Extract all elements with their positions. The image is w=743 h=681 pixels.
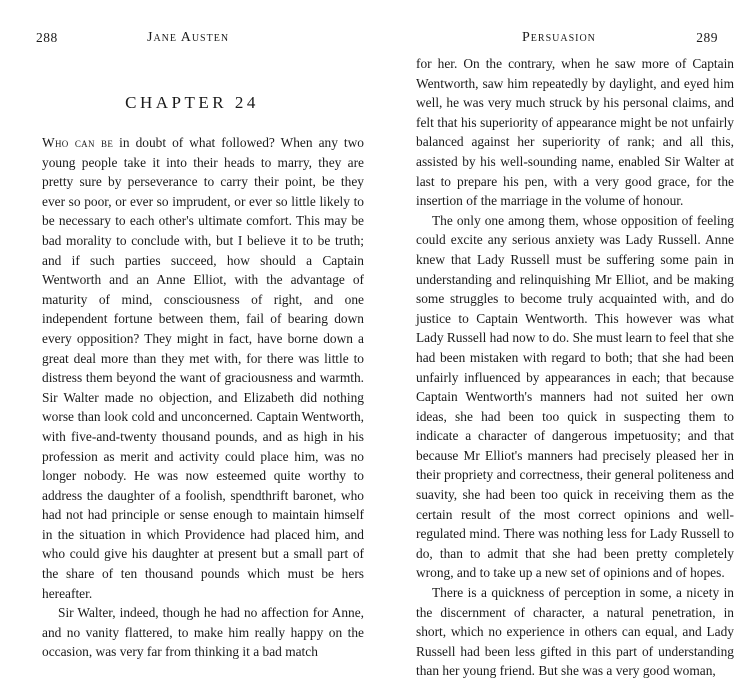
paragraph [42, 133, 364, 603]
title-running-head: Persuasion [522, 30, 596, 45]
author-running-head: Jane Austen [147, 30, 230, 45]
paragraph-text: in doubt of what followed? When any two young people take it into their heads to marry, they are pretty sure by perseverance to carry their point, be they ever so poor, or ever so imprudent, or ever so little likely to be necessary to each other's ultimate comfort. This may be bad morality to conclude with, but I believe it to be truth; and if such parties succeed, how should a Captain Wentworth and an Anne Elliot, with the advantage of maturity of mind, consciousness of right, and one independent fortune between them, fail of bearing down every opposition? They might in fact, have borne down a great deal more than they met with, for there was little to distress them beyond the want of graciousness and warmth. Sir Walter made no objection, and Elizabeth did nothing worse than look cold and unconcerned. Captain Wentworth, with five-and-twenty thousand pounds, and as high in his profession as merit and activity could place him, was no longer nobody. He was now esteemed quite worthy to address the daughter of a foolish, spendthrift baronet, who had not had principle or sense enough to maintain himself in the situation in which Providence had placed him, and who could give his daughter at present but a small part of the share of ten thousand pounds which must be hers hereafter. [42, 135, 364, 601]
opening-words: Who can be [42, 135, 114, 150]
chapter-title: CHAPTER 24 [125, 93, 259, 112]
left-page [26, 0, 372, 660]
paragraph: The only one among them, whose opposition of feeling could excite any serious anxiety was Lady Russell. Anne knew that Lady Russell must be suffering some pain in understanding and relinquishing Mr Elliot, and be making some struggles to become truly acquainted with, and do justice to Captain Wentworth. This however was what Lady Russell had now to do. She must learn to feel that she had been mistaken with regard to both; that she had been unfairly influenced by appearances in each; that because Captain Wentworth's manners had not suited her own ideas, she had been too quick in suspecting them to indicate a character of dangerous impetuosity; and that because Mr Elliot's manners had precisely pleased her in their propriety and correctness, their general politeness and suavity, she had been too quick in receiving them as the certain result of the most correct opinions and well-regulated mind. There was nothing less for Lady Russell to do, than to admit that she had been pretty completely wrong, and to take up a new set of opinions and of hopes. [416, 212, 734, 581]
paragraph: Sir Walter, indeed, though he had no affection for Anne, and no vanity flattered, to make him really happy on the occasion, was very far from thinking it a bad match [42, 605, 364, 660]
left-page-text [42, 133, 364, 662]
right-running-head [372, 30, 718, 50]
right-page [372, 0, 734, 679]
paragraph: There is a quickness of perception in some, a nicety in the discernment of character, a natural penetration, in short, which no experience in others can equal, and Lady Russell had been less gifted in this part of understanding than her young friend. But she was a very good woman, [416, 585, 734, 679]
right-page-text [416, 54, 734, 681]
left-running-head [26, 30, 372, 50]
paragraph: for her. On the contrary, when he saw more of Captain Wentworth, saw him repeatedly by daylight, and eyed him well, he was very much struck by his personal claims, and felt that his superiority of appearance might be not unfairly balanced against her superiority of rank; and all this, assisted by his well-sounding name, enabled Sir Walter at last to prepare his pen, with a very good grace, for the insertion of the marriage in the volume of honour. [416, 56, 734, 209]
right-page-number: 289 [696, 30, 718, 45]
left-page-number: 288 [36, 30, 58, 45]
